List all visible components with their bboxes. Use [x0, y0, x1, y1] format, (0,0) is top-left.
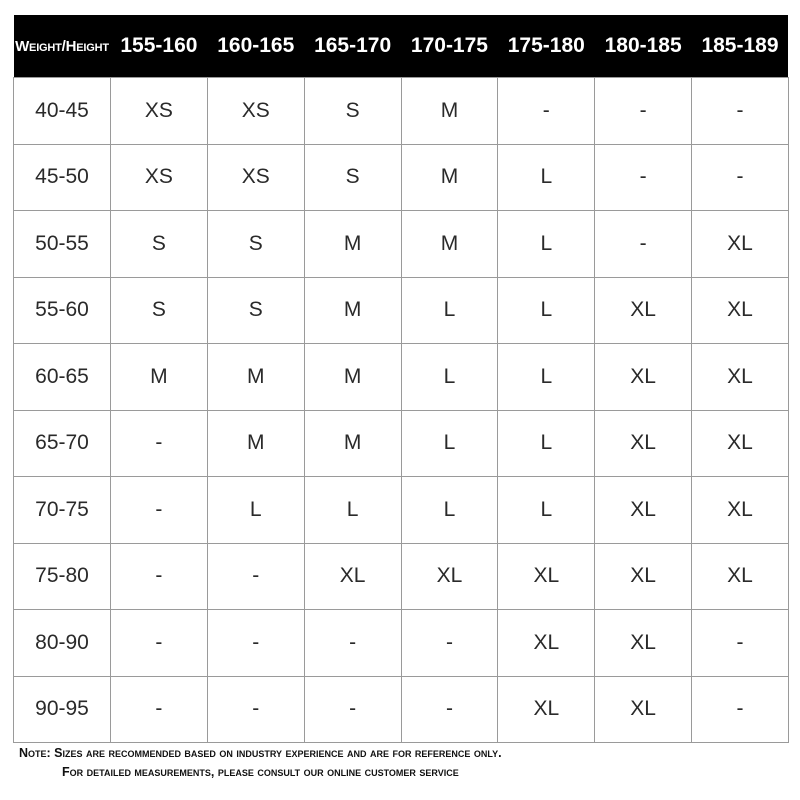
size-cell: XL	[595, 543, 692, 610]
size-cell: -	[304, 676, 401, 743]
table-row	[14, 277, 789, 344]
table-row	[14, 144, 789, 211]
size-cell: L	[498, 211, 595, 278]
size-cell: XS	[207, 78, 304, 145]
size-cell: -	[595, 211, 692, 278]
size-cell: XL	[692, 543, 789, 610]
size-cell: M	[304, 344, 401, 411]
size-cell: S	[111, 277, 208, 344]
weight-cell: 70-75	[14, 477, 111, 544]
size-cell: L	[401, 477, 498, 544]
size-cell: L	[401, 344, 498, 411]
table-row	[14, 211, 789, 278]
size-cell: L	[498, 477, 595, 544]
size-cell: M	[304, 277, 401, 344]
size-cell: -	[692, 610, 789, 677]
size-cell: XL	[498, 676, 595, 743]
size-cell: -	[111, 543, 208, 610]
header-row	[14, 15, 789, 78]
size-cell: M	[401, 144, 498, 211]
size-cell: L	[498, 277, 595, 344]
table-row	[14, 78, 789, 145]
size-cell: -	[692, 676, 789, 743]
size-cell: -	[401, 610, 498, 677]
size-cell: S	[304, 78, 401, 145]
size-cell: XL	[595, 477, 692, 544]
size-chart-table	[13, 15, 789, 743]
table-header	[14, 15, 789, 78]
size-cell: M	[401, 211, 498, 278]
weight-cell: 40-45	[14, 78, 111, 145]
size-cell: M	[401, 78, 498, 145]
size-cell: L	[498, 344, 595, 411]
size-cell: XL	[692, 344, 789, 411]
table-row	[14, 610, 789, 677]
footnote-line: Note: Sizes are recommended based on industry experience and are for reference only.	[19, 746, 502, 760]
size-cell: M	[207, 344, 304, 411]
weight-cell: 75-80	[14, 543, 111, 610]
weight-cell: 65-70	[14, 410, 111, 477]
size-cell: -	[692, 144, 789, 211]
size-cell: -	[595, 78, 692, 145]
height-header: 175-180	[498, 15, 595, 78]
size-cell: -	[111, 676, 208, 743]
size-cell: XL	[595, 410, 692, 477]
table-body	[14, 78, 789, 743]
size-cell: XL	[595, 277, 692, 344]
size-cell: -	[207, 543, 304, 610]
size-cell: M	[207, 410, 304, 477]
table-row	[14, 477, 789, 544]
corner-header: Weight/Height	[14, 15, 111, 78]
size-cell: XL	[692, 477, 789, 544]
table-row	[14, 676, 789, 743]
height-header: 160-165	[207, 15, 304, 78]
size-cell: XL	[401, 543, 498, 610]
size-cell: -	[207, 676, 304, 743]
size-cell: -	[401, 676, 498, 743]
size-cell: XS	[111, 78, 208, 145]
size-cell: S	[207, 277, 304, 344]
size-cell: L	[304, 477, 401, 544]
size-cell: S	[207, 211, 304, 278]
size-cell: -	[111, 477, 208, 544]
size-cell: -	[304, 610, 401, 677]
height-header: 165-170	[304, 15, 401, 78]
size-cell: S	[304, 144, 401, 211]
size-cell: L	[401, 277, 498, 344]
size-cell: -	[207, 610, 304, 677]
size-cell: L	[498, 410, 595, 477]
size-cell: -	[111, 410, 208, 477]
size-cell: -	[692, 78, 789, 145]
height-header: 180-185	[595, 15, 692, 78]
size-cell: XL	[304, 543, 401, 610]
weight-cell: 60-65	[14, 344, 111, 411]
size-cell: -	[595, 144, 692, 211]
size-cell: M	[304, 211, 401, 278]
weight-cell: 90-95	[14, 676, 111, 743]
size-cell: S	[111, 211, 208, 278]
weight-cell: 50-55	[14, 211, 111, 278]
height-header: 185-189	[692, 15, 789, 78]
size-cell: L	[207, 477, 304, 544]
height-header: 170-175	[401, 15, 498, 78]
height-header: 155-160	[111, 15, 208, 78]
size-cell: M	[111, 344, 208, 411]
size-cell: XS	[111, 144, 208, 211]
table-row	[14, 543, 789, 610]
weight-cell: 55-60	[14, 277, 111, 344]
size-cell: XL	[692, 277, 789, 344]
size-cell: XL	[595, 676, 692, 743]
size-cell: XS	[207, 144, 304, 211]
table-row	[14, 344, 789, 411]
size-cell: XL	[595, 344, 692, 411]
size-cell: XL	[498, 610, 595, 677]
size-cell: XL	[595, 610, 692, 677]
size-cell: L	[498, 144, 595, 211]
size-cell: L	[401, 410, 498, 477]
size-cell: XL	[692, 211, 789, 278]
size-cell: M	[304, 410, 401, 477]
size-cell: XL	[498, 543, 595, 610]
footnote	[19, 744, 789, 782]
size-cell: -	[111, 610, 208, 677]
size-cell: XL	[692, 410, 789, 477]
weight-cell: 45-50	[14, 144, 111, 211]
footnote-line: For detailed measurements, please consult our online customer service	[62, 765, 459, 779]
weight-cell: 80-90	[14, 610, 111, 677]
size-cell: -	[498, 78, 595, 145]
table-row	[14, 410, 789, 477]
